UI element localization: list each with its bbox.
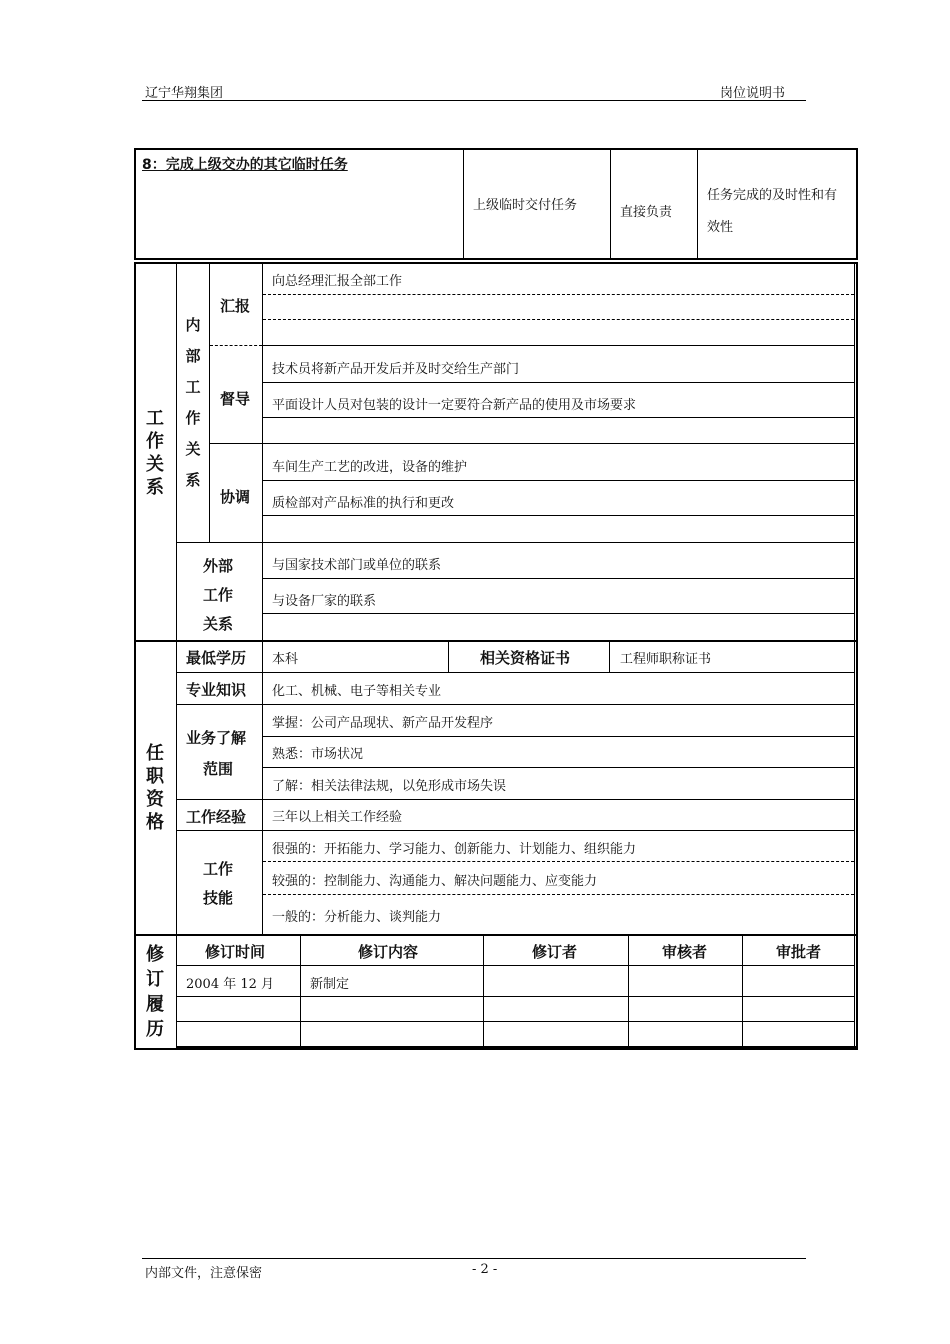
knowledge-value: 化工、机械、电子等相关专业 xyxy=(272,684,442,699)
task-responsibility: 直接负责 xyxy=(620,205,673,220)
coordinate-item-1: 车间生产工艺的改进，设备的维护 xyxy=(272,460,468,475)
revision-header-approver: 审批者 xyxy=(776,943,822,961)
task-title: 8：完成上级交办的其它临时任务 xyxy=(142,157,348,173)
report-item-1: 向总经理汇报全部工作 xyxy=(272,274,403,289)
supervise-item-1: 技术员将新产品开发后并及时交给生产部门 xyxy=(272,362,520,377)
supervise-item-2: 平面设计人员对包装的设计一定要符合新产品的使用及市场要求 xyxy=(272,398,637,413)
header-rule xyxy=(142,100,806,101)
coordinate-label: 协调 xyxy=(220,488,251,506)
experience-label: 工作经验 xyxy=(186,808,247,826)
company-name: 辽宁华翔集团 xyxy=(145,86,224,101)
task-basis: 上级临时交付任务 xyxy=(473,198,578,213)
skills-item-1: 很强的：开拓能力、学习能力、创新能力、计划能力、组织能力 xyxy=(272,842,637,857)
revision-header-reviewer: 审核者 xyxy=(662,943,708,961)
education-label: 最低学历 xyxy=(186,649,247,667)
education-value: 本科 xyxy=(272,652,299,667)
knowledge-label: 专业知识 xyxy=(186,681,247,699)
revision-header-date: 修订时间 xyxy=(205,943,266,961)
external-item-2: 与设备厂家的联系 xyxy=(272,594,377,609)
task-criteria-line1: 任务完成的及时性和有 xyxy=(707,188,838,203)
external-item-1: 与国家技术部门或单位的联系 xyxy=(272,558,442,573)
revision-date-cell: 2004 年 12 月 xyxy=(186,977,275,992)
business-scope-item-1: 掌握：公司产品现状、新产品开发程序 xyxy=(272,716,494,731)
skills-item-3: 一般的：分析能力、谈判能力 xyxy=(272,910,442,925)
task-criteria-line2: 效性 xyxy=(707,220,734,235)
revision-header-content: 修订内容 xyxy=(358,943,419,961)
supervise-label: 督导 xyxy=(220,390,251,408)
document-title: 岗位说明书 xyxy=(720,86,786,101)
page-number: - 2 - xyxy=(472,1262,498,1277)
revision-content-cell: 新制定 xyxy=(310,977,350,992)
business-scope-item-3: 了解：相关法律法规，以免形成市场失误 xyxy=(272,779,507,794)
certificate-label: 相关资格证书 xyxy=(480,649,571,667)
report-label: 汇报 xyxy=(220,297,251,315)
certificate-value: 工程师职称证书 xyxy=(620,652,712,667)
coordinate-item-2: 质检部对产品标准的执行和更改 xyxy=(272,496,455,511)
experience-value: 三年以上相关工作经验 xyxy=(272,810,403,825)
revision-header-reviser: 修订者 xyxy=(532,943,578,961)
footer-note: 内部文件，注意保密 xyxy=(145,1266,263,1281)
skills-item-2: 较强的：控制能力、沟通能力、解决问题能力、应变能力 xyxy=(272,874,598,889)
footer-rule xyxy=(142,1258,806,1259)
business-scope-item-2: 熟悉：市场状况 xyxy=(272,747,364,762)
